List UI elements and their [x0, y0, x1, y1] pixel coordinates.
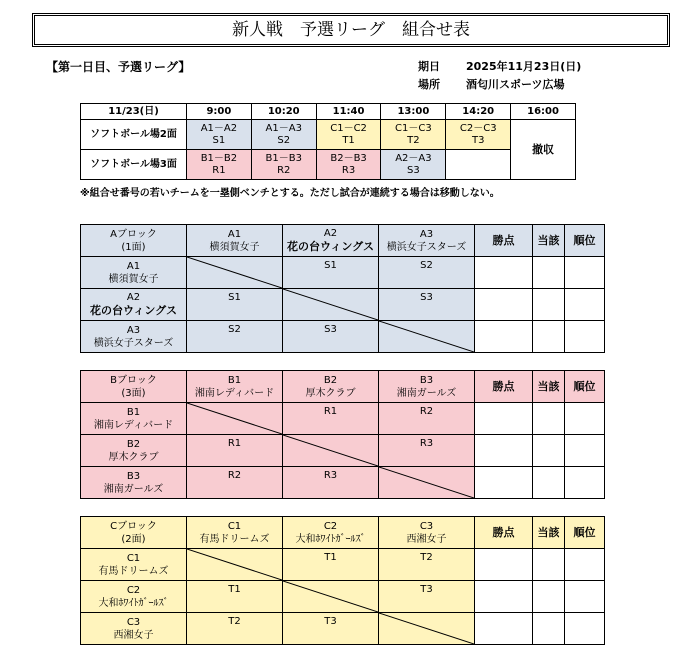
team-code: C3 — [419, 520, 434, 532]
time-header: 10:20 — [251, 104, 316, 120]
schedule-table — [80, 103, 576, 180]
team-name: 横須賀女子 — [108, 273, 159, 285]
team-name: 大和ﾎﾜｲﾄｶﾞｰﾙｽﾞ — [98, 597, 169, 609]
diagonal-line — [283, 435, 378, 466]
self-cell — [187, 403, 283, 435]
points-header: 勝点 — [475, 517, 533, 549]
team-code: B3 — [419, 374, 434, 386]
team-column-header — [283, 371, 379, 403]
head-to-head-header: 当該 — [533, 225, 565, 257]
block-name: Aブロック — [110, 228, 157, 240]
place-label: 場所 — [418, 78, 440, 91]
team-row — [81, 435, 605, 467]
team-column-header — [187, 371, 283, 403]
referee-label: T1 — [342, 134, 355, 146]
team-column-header — [283, 225, 379, 257]
time-header: 14:20 — [446, 104, 511, 120]
team-code: C1 — [227, 520, 242, 532]
referee-label: R3 — [341, 164, 356, 176]
diagonal-line — [379, 613, 474, 644]
head-to-head-cell — [533, 435, 565, 467]
team-column-header — [379, 517, 475, 549]
referee-label: S1 — [212, 134, 226, 146]
match-cell: R3 — [379, 435, 475, 467]
match-slot — [187, 120, 252, 150]
date-label: 期日 — [418, 60, 440, 73]
team-row — [81, 581, 605, 613]
team-name: 横浜女子スターズ — [93, 337, 174, 349]
team-row — [81, 613, 605, 645]
points-cell — [475, 403, 533, 435]
block-b-table — [80, 370, 605, 499]
rank-header: 順位 — [565, 225, 605, 257]
team-code: B3 — [126, 470, 141, 482]
team-code: A3 — [126, 324, 141, 336]
block-header-row — [81, 517, 605, 549]
match-label: A1－A2 — [200, 122, 238, 134]
place-row — [418, 76, 581, 94]
team-row — [81, 549, 605, 581]
place-value: 酒匂川スポーツ広場 — [466, 78, 565, 91]
time-header: 13:00 — [381, 104, 446, 120]
field-name: ソフトボール場2面 — [81, 120, 187, 150]
diagonal-line — [187, 549, 282, 580]
rank-header: 順位 — [565, 371, 605, 403]
team-code: B1 — [227, 374, 242, 386]
match-cell: T3 — [379, 581, 475, 613]
team-row — [81, 467, 605, 499]
head-to-head-cell — [533, 403, 565, 435]
match-slot — [446, 120, 511, 150]
points-cell — [475, 289, 533, 321]
diagonal-line — [379, 321, 474, 352]
match-cell: S2 — [187, 321, 283, 353]
match-cell: T2 — [187, 613, 283, 645]
field2-row — [81, 120, 576, 150]
field-name: ソフトボール場3面 — [81, 150, 187, 180]
diagonal-line — [379, 467, 474, 498]
team-column-header — [283, 517, 379, 549]
match-cell: T1 — [283, 549, 379, 581]
team-name: 西湘女子 — [406, 533, 447, 545]
match-slot — [316, 120, 381, 150]
block-field: (3面) — [121, 387, 146, 399]
block-title — [81, 371, 187, 403]
time-header: 16:00 — [511, 104, 576, 120]
match-slot — [381, 120, 446, 150]
head-to-head-cell — [533, 289, 565, 321]
referee-label: R2 — [277, 164, 291, 176]
diagonal-line — [283, 289, 378, 320]
team-row-label — [81, 549, 187, 581]
points-header: 勝点 — [475, 225, 533, 257]
team-name: 横須賀女子 — [209, 241, 260, 253]
team-row-label — [81, 581, 187, 613]
self-cell — [283, 289, 379, 321]
team-code: A2 — [126, 292, 141, 303]
match-label: A1－A3 — [265, 122, 302, 134]
referee-label: T2 — [407, 134, 420, 146]
block-name: Cブロック — [110, 520, 157, 532]
match-label: C1－C3 — [395, 122, 432, 134]
team-row — [81, 289, 605, 321]
document-title: 新人戦 予選リーグ 組合せ表 — [32, 13, 670, 47]
points-cell — [475, 435, 533, 467]
diagonal-line — [187, 403, 282, 434]
time-header: 11:40 — [316, 104, 381, 120]
team-name: 花の台ウィングス — [89, 304, 177, 317]
team-code: B2 — [126, 438, 141, 450]
team-name: 横浜女子スターズ — [386, 241, 467, 253]
team-column-header — [187, 225, 283, 257]
points-cell — [475, 613, 533, 645]
diagonal-line — [187, 257, 282, 288]
schedule-date-header: 11/23(日) — [81, 104, 187, 120]
block-title — [81, 517, 187, 549]
event-meta — [418, 58, 581, 94]
team-name: 有馬ドリームズ — [199, 533, 270, 545]
team-name: 湘南ガールズ — [103, 483, 164, 495]
team-column-header — [379, 371, 475, 403]
team-column-header — [379, 225, 475, 257]
rank-cell — [565, 613, 605, 645]
match-slot — [187, 150, 252, 180]
head-to-head-cell — [533, 613, 565, 645]
head-to-head-cell — [533, 581, 565, 613]
referee-label: S2 — [277, 134, 291, 146]
match-cell: S3 — [283, 321, 379, 353]
match-slot — [316, 150, 381, 180]
team-name: 有馬ドリームズ — [98, 565, 169, 577]
match-cell: R1 — [187, 435, 283, 467]
match-label: C1－C2 — [330, 122, 367, 134]
match-cell: T1 — [187, 581, 283, 613]
match-cell: S3 — [379, 289, 475, 321]
match-cell: T2 — [379, 549, 475, 581]
rank-cell — [565, 257, 605, 289]
team-code: C2 — [323, 520, 338, 532]
match-label: B2－B3 — [330, 152, 367, 164]
rank-cell — [565, 289, 605, 321]
team-name: 湘南レディバード — [194, 387, 275, 399]
match-slot — [251, 120, 316, 150]
match-label: A2－A3 — [395, 152, 432, 164]
team-code: C1 — [126, 552, 141, 564]
team-code: C3 — [126, 616, 141, 628]
rank-cell — [565, 403, 605, 435]
referee-label: T3 — [471, 134, 485, 146]
match-cell: R2 — [379, 403, 475, 435]
match-cell: R2 — [187, 467, 283, 499]
referee-label: S3 — [407, 164, 420, 176]
points-cell — [475, 581, 533, 613]
match-cell: S1 — [283, 257, 379, 289]
schedule-header-row — [81, 104, 576, 120]
team-row — [81, 321, 605, 353]
block-field: (2面) — [121, 533, 146, 545]
head-to-head-cell — [533, 321, 565, 353]
bench-note: ※組合せ番号の若いチームを一塁側ベンチとする。ただし試合が連続する場合は移動しない。 — [80, 188, 500, 199]
points-cell — [475, 257, 533, 289]
self-cell — [187, 549, 283, 581]
team-row-label — [81, 321, 187, 353]
date-row — [418, 58, 581, 76]
block-header-row — [81, 371, 605, 403]
points-cell — [475, 321, 533, 353]
head-to-head-cell — [533, 549, 565, 581]
head-to-head-cell — [533, 467, 565, 499]
team-name: 厚木クラブ — [108, 451, 159, 463]
head-to-head-header: 当該 — [533, 371, 565, 403]
match-label: B1－B2 — [200, 152, 238, 164]
self-cell — [187, 257, 283, 289]
team-row-label — [81, 257, 187, 289]
team-row-label — [81, 403, 187, 435]
match-slot — [381, 150, 446, 180]
team-row — [81, 403, 605, 435]
match-cell: R1 — [283, 403, 379, 435]
self-cell — [283, 435, 379, 467]
team-column-header — [187, 517, 283, 549]
team-name: 厚木クラブ — [305, 387, 356, 399]
date-value: 2025年11月23日(日) — [466, 60, 582, 73]
block-field: (1面) — [121, 241, 146, 253]
team-code: A3 — [419, 228, 434, 240]
team-row-label — [81, 613, 187, 645]
team-code: B2 — [323, 374, 338, 386]
team-name: 湘南レディバード — [93, 419, 174, 431]
block-name: Bブロック — [110, 374, 157, 386]
rank-cell — [565, 467, 605, 499]
team-code: A1 — [126, 260, 141, 272]
block-c-table — [80, 516, 605, 645]
rank-header: 順位 — [565, 517, 605, 549]
block-header-row — [81, 225, 605, 257]
referee-label: R1 — [212, 164, 226, 176]
block-title — [81, 225, 187, 257]
team-row-label — [81, 435, 187, 467]
points-cell — [475, 467, 533, 499]
match-label: C2－C3 — [459, 122, 497, 134]
team-code: C2 — [126, 584, 141, 596]
rank-cell — [565, 581, 605, 613]
block-a-table — [80, 224, 605, 353]
points-cell — [475, 549, 533, 581]
team-name: 湘南ガールズ — [396, 387, 457, 399]
rank-cell — [565, 321, 605, 353]
subheading: 【第一日目、予選リーグ】 — [46, 60, 191, 74]
head-to-head-header: 当該 — [533, 517, 565, 549]
team-name: 大和ﾎﾜｲﾄｶﾞｰﾙｽﾞ — [295, 533, 366, 545]
team-row-label — [81, 467, 187, 499]
points-header: 勝点 — [475, 371, 533, 403]
match-cell: T3 — [283, 613, 379, 645]
self-cell — [379, 467, 475, 499]
team-name: 西湘女子 — [113, 629, 154, 641]
match-cell: S1 — [187, 289, 283, 321]
team-code: B1 — [126, 406, 141, 418]
match-slot — [251, 150, 316, 180]
self-cell — [379, 613, 475, 645]
time-header: 9:00 — [187, 104, 252, 120]
rank-cell — [565, 435, 605, 467]
team-code: A2 — [323, 228, 338, 239]
diagonal-line — [283, 581, 378, 612]
team-row — [81, 257, 605, 289]
rank-cell — [565, 549, 605, 581]
team-row-label — [81, 289, 187, 321]
match-label: B1－B3 — [265, 152, 302, 164]
match-cell: R3 — [283, 467, 379, 499]
cleanup-cell: 撤収 — [511, 120, 576, 180]
field3-row — [81, 150, 576, 180]
team-code: A1 — [227, 228, 242, 240]
team-name: 花の台ウィングス — [286, 240, 374, 253]
empty-slot — [446, 150, 511, 180]
head-to-head-cell — [533, 257, 565, 289]
self-cell — [283, 581, 379, 613]
self-cell — [379, 321, 475, 353]
match-cell: S2 — [379, 257, 475, 289]
